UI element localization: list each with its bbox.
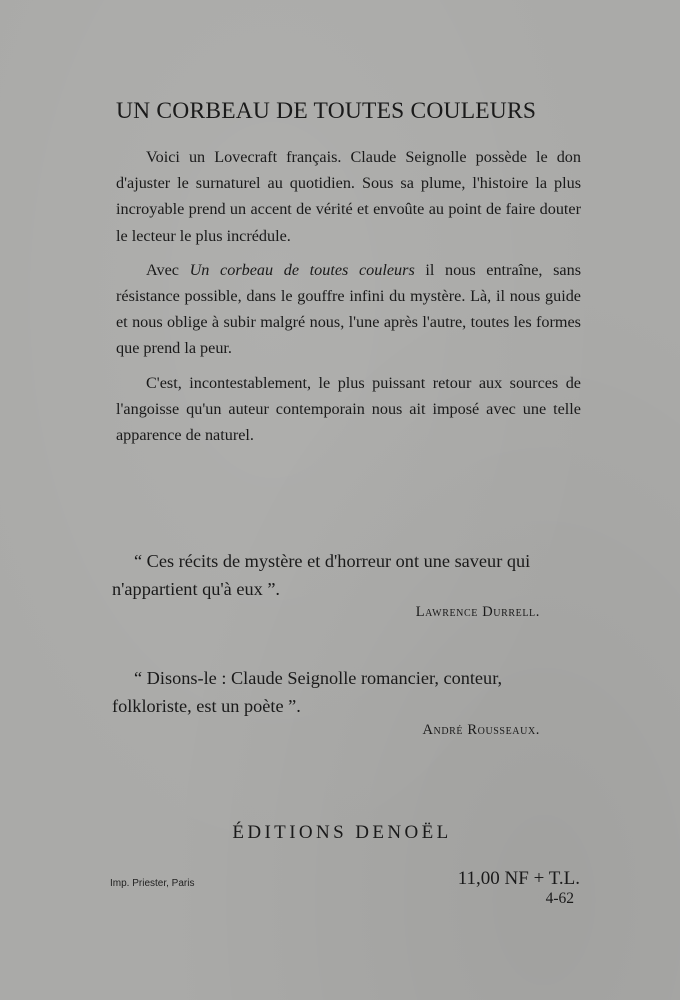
blurb-paragraph-3: C'est, incontestablement, le plus puissant retour aux sources de l'angoisse qu'un auteur contemporain nous ait imposé avec une telle apparence de naturel. — [116, 373, 581, 445]
edition-code: 4-62 — [545, 890, 574, 907]
publisher-name: ÉDITIONS DENOËL — [232, 822, 452, 843]
quote-author-rousseaux: André Rousseaux. — [422, 722, 540, 738]
price: 11,00 NF + T.L. — [457, 868, 580, 889]
blurb-paragraph-2-end: il nous entraîne, sans résistance possible, dans le gouffre infini du mystère. Là, il nous guide et nous oblige à subir malgré nous, l'une après l'autre, toutes les formes que prend la peur. — [116, 260, 581, 358]
blurb-paragraph-2 — [116, 257, 581, 362]
blurb-paragraph-2-start: Avec — [146, 260, 190, 279]
quote-rousseaux: “ Disons-le : Claude Seignolle romancier, conteur, folkloriste, est un poète ”. — [112, 668, 503, 716]
blurb-paragraph-1: Voici un Lovecraft français. Claude Seignolle possède le don d'ajuster le surnaturel au quotidien. Sous sa plume, l'histoire la plus incroyable prend un accent de vérité et envoûte au point de faire douter le lecteur le plus incrédule. — [116, 148, 581, 245]
book-title-italic: Un corbeau de toutes couleurs — [189, 260, 415, 279]
quote-durrell: “ Ces récits de mystère et d'horreur ont une saveur qui n'appartient qu'à eux ”. — [112, 551, 531, 599]
book-title: UN CORBEAU DE TOUTES COULEURS — [116, 98, 537, 124]
quote-author-durrell: Lawrence Durrell. — [415, 604, 540, 620]
blurb — [116, 144, 581, 456]
printer-credit: Imp. Priester, Paris — [110, 878, 195, 889]
